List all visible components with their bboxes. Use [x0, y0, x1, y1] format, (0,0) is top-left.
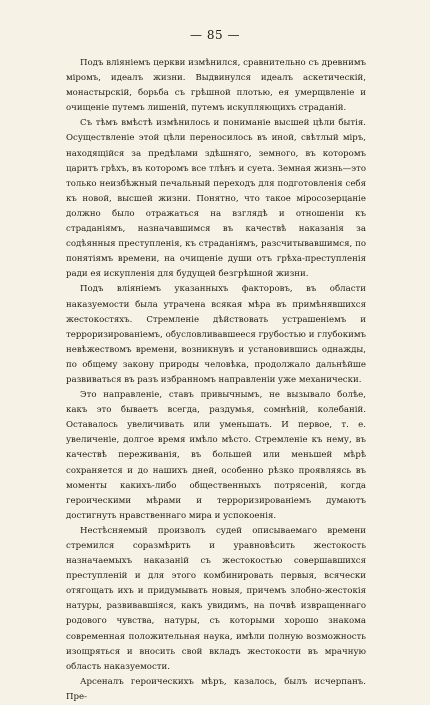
paragraph-church-influence: Подъ вліяніемъ церкви измѣнился, сравнительно съ древнимъ міромъ, идеалъ жизни. Выдвинулся идеалъ аскетическій, монастырскій, борьба съ грѣшной плотью, ея умерщвленіе и очищеніе путемъ лишеній, путемъ искупляющихъ страданій.	[66, 58, 366, 114]
paragraph-measure-lost: Подъ вліяніемъ указанныхъ факторовъ, въ области наказуемости была утрачена всякая мѣра въ примѣнявшихся жестокостяхъ. Стремленіе дѣйствовать устрашеніемъ и терроризированіемъ, обусловливавшееся грубостью и глубокимъ невѣжествомъ времени, возникнувъ и установившись однажды, по общему закону природы человѣка, продолжало дальнѣйше развиваться въ разъ избранномъ направленіи уже механически.	[66, 284, 366, 385]
paragraph-judges-arbitrariness: Нестѣсняемый произволъ судей описываемаго времени стремился соразмѣрить и уравновѣсить жестокость назначаемыхъ наказаній съ жестокостью совершавшихся преступленій и для этого комбинировать первыя, всячески отягощать ихъ и придумывать новыя, причемъ злобно-жестокія натуры, развивавшіяся, какъ увидимъ, на почвѣ извращеннаго родового чувства, натуры, съ которыми хорошо знакома современная положительная наука, имѣли полную возможность изощряться и вносить свой вкладъ жестокости въ мрачную область наказуемости.	[66, 525, 366, 672]
paragraph-habitual-direction: Это направленіе, ставъ привычнымъ, не вызывало болѣе, какъ это бываетъ всегда, раздумья, сомнѣній, колебаній. Оставалось увеличивать или уменьшать. И первое, т. е. увеличеніе, долгое время имѣло мѣсто. Стремленіе къ нему, въ качествѣ переживанія, въ большей или меньшей мѣрѣ сохраняется и до нашихъ дней, особенно рѣзко проявляясь въ моменты какихъ-либо общественныхъ потрясеній, когда героическими мѣрами и терроризированіемъ думаютъ достигнуть нравственнаго мира и успокоенія.	[66, 390, 366, 521]
body-text	[66, 56, 366, 705]
page-number: — 85 —	[190, 28, 240, 42]
paragraph-arsenal: Арсеналъ героическихъ мѣръ, казалось, былъ исчерпанъ. Пре-	[66, 676, 366, 702]
paragraph-higher-purpose: Съ тѣмъ вмѣстѣ измѣнилось и пониманіе высшей цѣли бытія. Осуществленіе этой цѣли переносилось въ иной, свѣтлый міръ, находящійся за предѣлами здѣшняго, земного, въ которомъ царитъ грѣхъ, въ которомъ все тлѣнъ и суета. Земная жизнь—это только неизбѣжный печальный переходъ для подготовленія себя къ новой, высшей жизни. Понятно, что такое міросозерцаніе должно было отражаться на взглядѣ и отношеніи къ страданіямъ, назначавшимся въ качествѣ наказанія за содѣянныя преступленія, къ страданіямъ, разсчитывавшимся, по понятіямъ времени, на очищеніе души отъ грѣха-преступленія ради ея искупленія для будущей безгрѣшной жизни.	[66, 118, 366, 280]
